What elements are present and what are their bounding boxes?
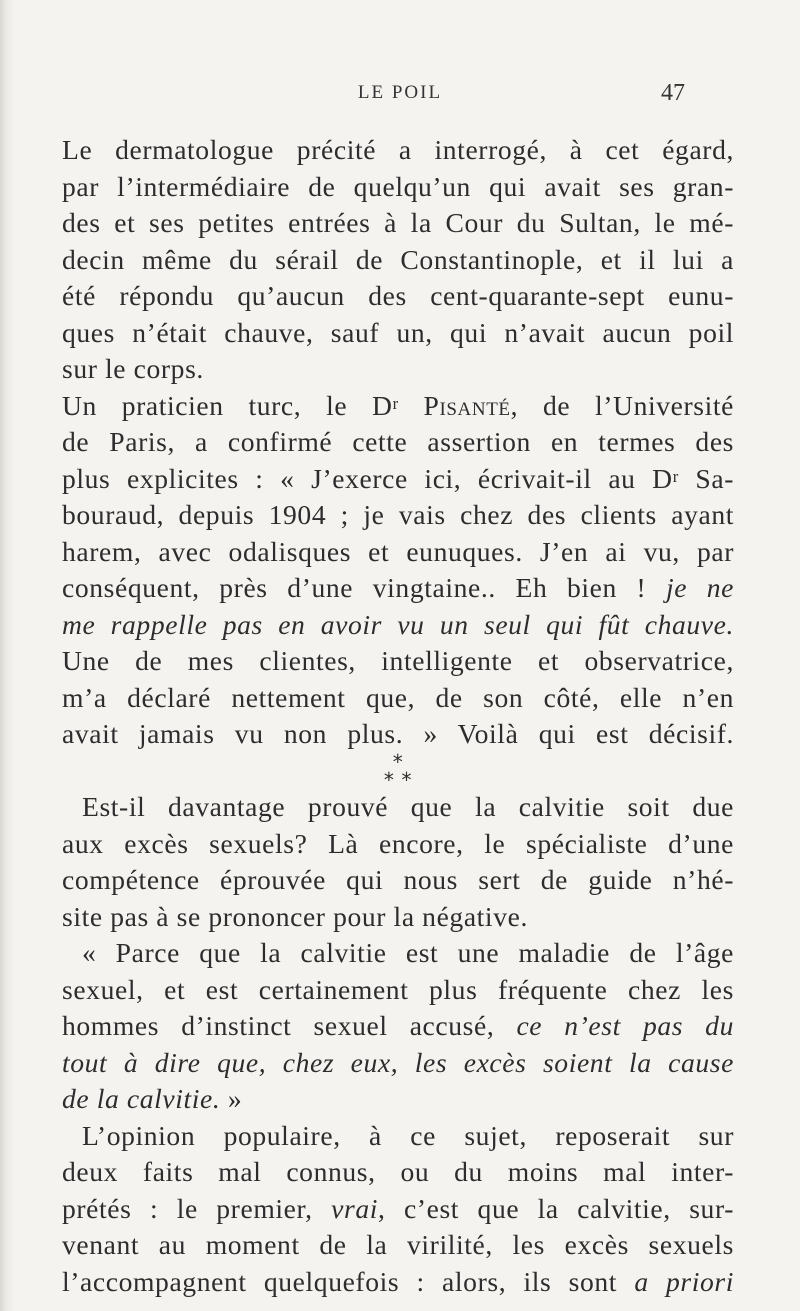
text-segment: aux excès sexuels? Là encore, le spécialiste d’une [62, 827, 734, 859]
text-line [62, 716, 734, 753]
text-line [62, 570, 734, 607]
text-segment: bouraud, depuis 1904 ; je vais chez des clients ayant [62, 499, 734, 530]
text-segment: m’a déclaré nettement que, de son côté, elle n’en [62, 681, 734, 713]
text-segment: de la calvitie. [62, 1083, 221, 1114]
text-segment: ques n’était chauve, sauf un, qui n’avait aucun poil [62, 316, 734, 348]
running-head: LE POIL [357, 82, 443, 103]
body-text [62, 132, 734, 1300]
text-line [62, 1118, 734, 1155]
text-line [62, 643, 734, 680]
text-segment: harem, avec odalisques et eunuques. J’en ai vu, par [62, 535, 734, 567]
text-segment: tout à dire que, chez eux, les excès soient la cause [62, 1046, 734, 1078]
text-segment: Pisanté [423, 389, 511, 421]
page-number: 47 [661, 80, 685, 106]
text-segment: Une de mes clientes, intelligente et observatrice, [62, 645, 734, 676]
text-segment: Est-il davantage prouvé que la calvitie soit due [82, 791, 734, 822]
text-segment: l’accompagnent quelquefois : alors, ils sont [62, 1265, 635, 1297]
text-segment: vrai [331, 1192, 379, 1224]
text-line [62, 351, 734, 388]
text-segment: , c’est que la calvitie, sur- [378, 1192, 734, 1224]
text-line [62, 278, 734, 315]
asterism [62, 749, 734, 792]
asterism-top: * [392, 749, 404, 774]
text-segment: sexuel, et est certainement plus fréquente chez les [62, 973, 734, 1005]
text-segment [399, 390, 424, 421]
text-segment: a priori [634, 1265, 734, 1297]
text-line [62, 680, 734, 717]
text-segment: , de l’Université [510, 389, 735, 421]
text-segment: sur le corps. [62, 353, 204, 384]
superscript: r [392, 393, 399, 413]
page-header [0, 80, 800, 110]
text-line [62, 1264, 734, 1301]
text-line [62, 899, 734, 936]
text-segment: de Paris, a confirmé cette assertion en termes des [62, 426, 734, 457]
text-segment: prétés : le premier, [62, 1192, 332, 1224]
text-segment: été répondu qu’aucun des cent-quarante-sept eunu- [62, 280, 734, 311]
text-segment: Le dermatologue précité a interrogé, à cet égard, [62, 134, 734, 165]
page-edge [0, 0, 14, 1311]
text-line [62, 1191, 734, 1228]
text-segment: plus explicites : « J’exerce ici, écrivait-il au D [62, 462, 673, 494]
text-line [62, 132, 734, 169]
text-line [62, 607, 734, 644]
superscript: r [672, 466, 679, 486]
text-line [62, 972, 734, 1009]
text-segment: hommes d’instinct sexuel accusé, [62, 1010, 517, 1041]
text-segment: compétence éprouvée qui nous sert de guide n’hé- [62, 864, 734, 895]
text-segment: avait jamais vu non plus. » Voilà qui est décisif. [62, 718, 734, 749]
text-segment: me rappelle pas en avoir vu un seul qui fût chauve. [62, 608, 734, 640]
text-line [62, 1008, 734, 1045]
text-segment: decin même du sérail de Constantinople, et il lui a [62, 243, 734, 275]
text-line [62, 1045, 734, 1082]
text-line [62, 315, 734, 352]
text-line [62, 1081, 734, 1118]
text-line [62, 935, 734, 972]
text-line [62, 169, 734, 206]
text-line [62, 424, 734, 461]
text-line [62, 862, 734, 899]
text-segment: Sa- [678, 462, 734, 494]
text-segment: « Parce que la calvitie est une maladie de l’âge [82, 937, 734, 968]
text-segment: ce n’est pas du [516, 1010, 734, 1041]
text-segment: » [220, 1083, 243, 1114]
text-line [62, 534, 734, 571]
text-line [62, 242, 734, 279]
text-line [62, 826, 734, 863]
text-segment: je ne [665, 572, 734, 603]
text-line [62, 789, 734, 826]
text-segment: deux faits mal connus, ou du moins mal inter- [62, 1156, 734, 1187]
text-segment: site pas à se prononcer pour la négative. [62, 900, 528, 932]
asterism-bottom: * * [383, 767, 413, 792]
text-segment: conséquent, près d’une vingtaine.. Eh bien ! [62, 572, 666, 603]
text-segment: par l’intermédiaire de quelqu’un qui avait ses gran- [62, 170, 734, 202]
text-line [62, 461, 734, 498]
text-segment: venant au moment de la virilité, les excès sexuels [62, 1229, 734, 1260]
text-segment: L’opinion populaire, à ce sujet, reposerait sur [82, 1119, 734, 1151]
text-segment: des et ses petites entrées à la Cour du Sultan, le mé- [62, 207, 734, 238]
text-line [62, 205, 734, 242]
text-line [62, 388, 734, 425]
text-line [62, 1154, 734, 1191]
text-segment: Un praticien turc, le D [62, 389, 393, 421]
text-line [62, 1227, 734, 1264]
text-line [62, 497, 734, 534]
